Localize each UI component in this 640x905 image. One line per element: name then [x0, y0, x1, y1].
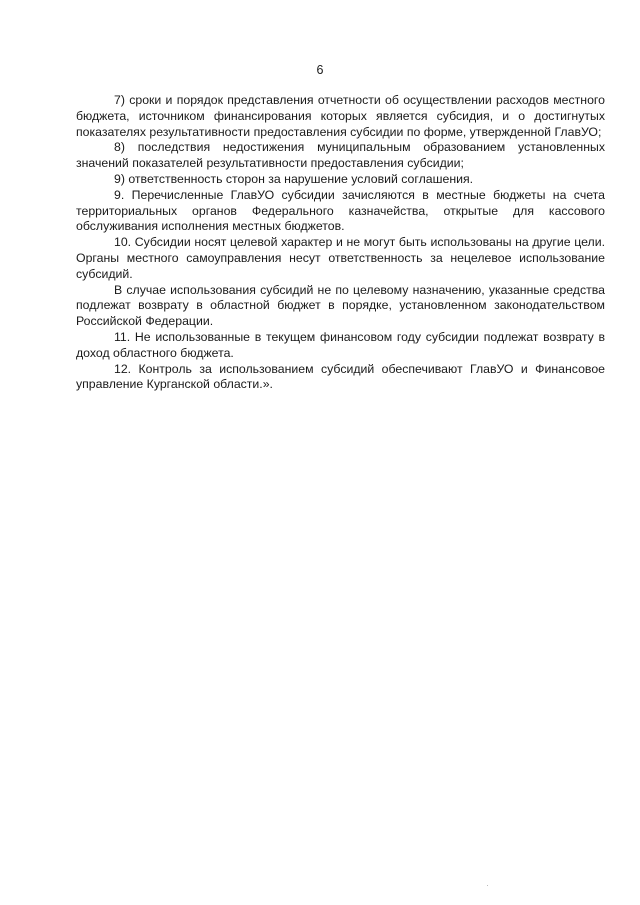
paragraph-9-liability: 9) ответственность сторон за нарушение условий соглашения.: [114, 171, 474, 186]
clause-12-control: 12. Контроль за использованием субсидий обеспечивают ГлавУО и Финансовое управление Курганской области.».: [76, 361, 605, 392]
clause-10-targeted-use: 10. Субсидии носят целевой характер и не могут быть использованы на другие цели. Органы местного самоуправления несут ответственность за нецелевое использование субсидий.: [76, 235, 605, 281]
scan-speck: [487, 885, 488, 886]
page-number: 6: [316, 63, 324, 77]
document-body: [76, 93, 605, 393]
clause-11-unused-return: 11. Не использованные в текущем финансовом году субсидии подлежат возврату в доход областного бюджета.: [76, 329, 605, 360]
clause-9-transfer: 9. Перечисленные ГлавУО субсидии зачисляются в местные бюджеты на счета территориальных органов Федерального казначейства, открытые для кассового обслуживания исполнения местных бюджетов.: [76, 187, 605, 234]
paragraph-8-consequences: 8) последствия недостижения муниципальным образованием установленных значений показателей результативности предоставления субсидии;: [76, 140, 605, 171]
clause-10-misuse-return: В случае использования субсидий не по целевому назначению, указанные средства подлежат возврату в областной бюджет в порядке, установленном законодательством Российской Федерации.: [76, 282, 605, 329]
paragraph-7-reporting: 7) сроки и порядок представления отчетности об осуществлении расходов местного бюджета, источником финансирования которых является субсидия, и о достигнутых показателях результативности предоставления субсидии по форме, утвержденной ГлавУО;: [76, 93, 605, 139]
